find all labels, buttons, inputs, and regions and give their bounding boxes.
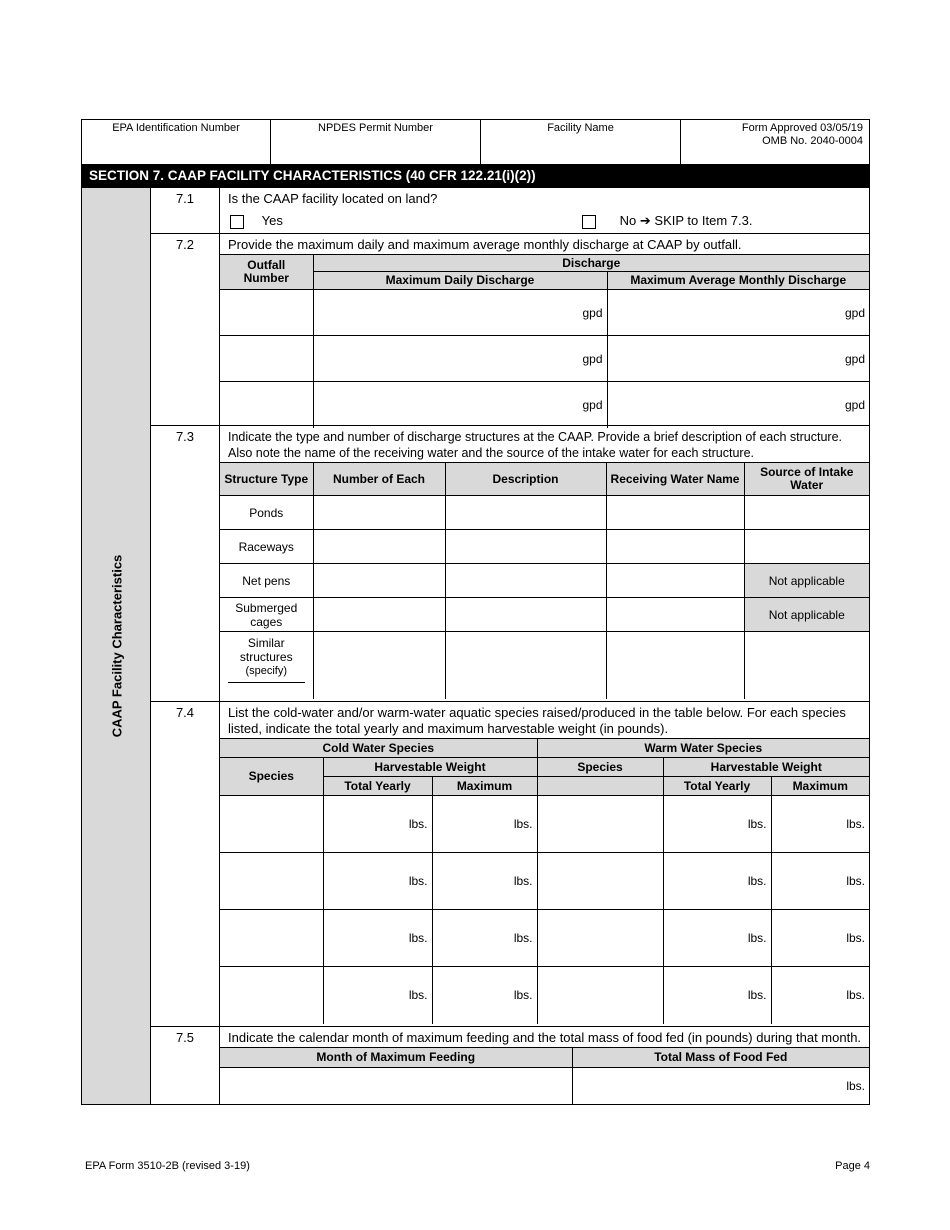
cold-total-yearly-cell[interactable]: lbs. <box>323 853 432 910</box>
item-7-5 <box>151 1027 869 1105</box>
warm-species-cell[interactable] <box>537 910 663 967</box>
intake-source-cell[interactable] <box>744 632 869 699</box>
receiving-water-cell[interactable] <box>606 598 744 632</box>
cold-species-cell[interactable] <box>220 853 323 910</box>
col-number-of-each: Number of Each <box>313 463 445 496</box>
col-warm-total-yearly: Total Yearly <box>663 777 771 796</box>
warm-total-yearly-cell[interactable]: lbs. <box>663 910 771 967</box>
yes-option[interactable] <box>230 213 283 229</box>
item-number: 7.5 <box>151 1027 220 1105</box>
number-cell[interactable] <box>313 598 445 632</box>
question-text: Provide the maximum daily and maximum average monthly discharge at CAAP by outfall. <box>228 237 742 252</box>
cold-maximum-cell[interactable]: lbs. <box>432 967 537 1024</box>
item-number: 7.2 <box>151 234 220 425</box>
yes-checkbox[interactable] <box>230 215 244 229</box>
table-row <box>220 496 869 530</box>
col-warm-species-blank <box>537 777 663 796</box>
omb-number: OMB No. 2040-0004 <box>762 135 863 147</box>
side-label: CAAP Facility Characteristics <box>109 554 125 738</box>
skip-instruction: SKIP to Item 7.3. <box>654 213 753 228</box>
cold-total-yearly-cell[interactable]: lbs. <box>323 910 432 967</box>
receiving-water-cell[interactable] <box>606 564 744 598</box>
cold-species-cell[interactable] <box>220 796 323 853</box>
form-approved-date: Form Approved 03/05/19 <box>741 122 863 134</box>
col-cold-harvestable: Harvestable Weight <box>323 758 537 777</box>
col-cold-species: Species <box>220 758 323 796</box>
species-table <box>220 738 869 1024</box>
table-row <box>220 967 869 1024</box>
form-header <box>81 119 870 164</box>
no-option[interactable] <box>582 213 752 229</box>
warm-total-yearly-cell[interactable]: lbs. <box>663 796 771 853</box>
table-row <box>220 290 869 336</box>
feeding-table <box>220 1047 869 1104</box>
col-warm-water: Warm Water Species <box>537 739 869 758</box>
structure-type-label: Raceways <box>220 530 313 564</box>
warm-species-cell[interactable] <box>537 853 663 910</box>
col-total-mass-food: Total Mass of Food Fed <box>572 1048 869 1068</box>
max-daily-cell[interactable]: gpd <box>313 336 607 382</box>
cold-species-cell[interactable] <box>220 910 323 967</box>
col-cold-total-yearly: Total Yearly <box>323 777 432 796</box>
structure-type-label: Ponds <box>220 496 313 530</box>
section-title: SECTION 7. CAAP FACILITY CHARACTERISTICS (40 CFR 122.21(i)(2)) <box>81 164 870 188</box>
table-row <box>220 796 869 853</box>
not-applicable-cell: Not applicable <box>744 598 869 632</box>
col-discharge: Discharge <box>313 255 869 272</box>
description-cell[interactable] <box>445 632 606 699</box>
description-cell[interactable] <box>445 530 606 564</box>
warm-maximum-cell[interactable]: lbs. <box>771 853 869 910</box>
epa-id-label: EPA Identification Number <box>82 120 271 164</box>
facility-name-label: Facility Name <box>481 120 681 164</box>
not-applicable-cell: Not applicable <box>744 564 869 598</box>
outfall-number-cell[interactable] <box>220 336 313 382</box>
table-row <box>220 530 869 564</box>
intake-source-cell[interactable] <box>744 530 869 564</box>
question-text: Indicate the calendar month of maximum feeding and the total mass of food fed (in pounds) during that month. <box>228 1030 862 1045</box>
receiving-water-cell[interactable] <box>606 530 744 564</box>
table-row <box>220 382 869 428</box>
cold-total-yearly-cell[interactable]: lbs. <box>323 967 432 1024</box>
col-structure-type: Structure Type <box>220 463 313 496</box>
table-row <box>220 910 869 967</box>
warm-maximum-cell[interactable]: lbs. <box>771 796 869 853</box>
table-row <box>220 632 869 699</box>
warm-total-yearly-cell[interactable]: lbs. <box>663 967 771 1024</box>
item-number: 7.3 <box>151 426 220 701</box>
structure-type-label: Similar structures <box>239 636 293 664</box>
col-max-daily: Maximum Daily Discharge <box>313 272 607 290</box>
receiving-water-cell[interactable] <box>606 496 744 530</box>
description-cell[interactable] <box>445 598 606 632</box>
warm-maximum-cell[interactable]: lbs. <box>771 967 869 1024</box>
yes-label: Yes <box>261 213 283 228</box>
number-cell[interactable] <box>313 530 445 564</box>
warm-maximum-cell[interactable]: lbs. <box>771 910 869 967</box>
specify-line[interactable] <box>228 682 305 683</box>
receiving-water-cell[interactable] <box>606 632 744 699</box>
number-cell[interactable] <box>313 496 445 530</box>
form-number: EPA Form 3510-2B (revised 3-19) <box>85 1160 250 1172</box>
max-monthly-cell[interactable]: gpd <box>607 382 869 428</box>
question-text: Indicate the type and number of discharge structures at the CAAP. Provide a brief description of each structure. Also note the name of the receiving water and the source of the intake water for each structure. <box>228 430 842 460</box>
cold-species-cell[interactable] <box>220 967 323 1024</box>
number-cell[interactable] <box>313 632 445 699</box>
col-cold-water: Cold Water Species <box>220 739 537 758</box>
col-description: Description <box>445 463 606 496</box>
npdes-label: NPDES Permit Number <box>271 120 481 164</box>
number-cell[interactable] <box>313 564 445 598</box>
col-max-monthly: Maximum Average Monthly Discharge <box>607 272 869 290</box>
col-warm-harvestable: Harvestable Weight <box>663 758 869 777</box>
col-intake-source: Source of Intake Water <box>744 463 869 496</box>
description-cell[interactable] <box>445 564 606 598</box>
warm-species-cell[interactable] <box>537 796 663 853</box>
table-row <box>220 336 869 382</box>
outfall-number-cell[interactable] <box>220 290 313 336</box>
item-7-2 <box>151 234 869 426</box>
form-approval <box>681 120 871 164</box>
max-daily-cell[interactable]: gpd <box>313 290 607 336</box>
no-label: No <box>619 213 637 228</box>
cold-total-yearly-cell[interactable]: lbs. <box>323 796 432 853</box>
warm-total-yearly-cell[interactable]: lbs. <box>663 853 771 910</box>
cold-maximum-cell[interactable]: lbs. <box>432 910 537 967</box>
max-monthly-cell[interactable]: gpd <box>607 290 869 336</box>
intake-source-cell[interactable] <box>744 496 869 530</box>
question-text: Is the CAAP facility located on land? <box>228 191 438 206</box>
max-monthly-cell[interactable]: gpd <box>607 336 869 382</box>
structures-table <box>220 462 869 699</box>
item-7-4 <box>151 702 869 1027</box>
similar-structures-cell[interactable] <box>220 632 313 699</box>
col-warm-species: Species <box>537 758 663 777</box>
item-number: 7.1 <box>151 188 220 233</box>
section-body <box>81 188 870 1105</box>
item-7-1 <box>151 188 869 234</box>
table-row <box>220 853 869 910</box>
col-warm-maximum: Maximum <box>771 777 869 796</box>
cold-maximum-cell[interactable]: lbs. <box>432 853 537 910</box>
table-row <box>220 598 869 632</box>
discharge-table <box>220 254 869 428</box>
form-page <box>81 119 870 1105</box>
structure-type-label: Submerged cages <box>220 598 313 632</box>
arrow-right-icon: ➔ <box>639 213 651 228</box>
cold-maximum-cell[interactable]: lbs. <box>432 796 537 853</box>
item-number: 7.4 <box>151 702 220 1026</box>
max-daily-cell[interactable]: gpd <box>313 382 607 428</box>
side-bar <box>82 188 151 1104</box>
item-7-3 <box>151 426 869 702</box>
warm-species-cell[interactable] <box>537 967 663 1024</box>
structure-type-label: Net pens <box>220 564 313 598</box>
specify-label: (specify) <box>245 665 288 677</box>
description-cell[interactable] <box>445 496 606 530</box>
page-number: Page 4 <box>835 1160 870 1172</box>
no-checkbox[interactable] <box>582 215 596 229</box>
col-outfall-number: Outfall Number <box>220 255 313 290</box>
question-text: List the cold-water and/or warm-water aquatic species raised/produced in the table below. For each species listed, indicate the total yearly and maximum harvestable weight (in pounds). <box>228 705 846 736</box>
month-cell[interactable] <box>220 1068 572 1104</box>
table-row <box>220 1068 869 1104</box>
col-month-max-feeding: Month of Maximum Feeding <box>220 1048 572 1068</box>
outfall-number-cell[interactable] <box>220 382 313 428</box>
total-mass-cell[interactable]: lbs. <box>572 1068 869 1104</box>
col-cold-maximum: Maximum <box>432 777 537 796</box>
col-receiving-water: Receiving Water Name <box>606 463 744 496</box>
table-row <box>220 564 869 598</box>
